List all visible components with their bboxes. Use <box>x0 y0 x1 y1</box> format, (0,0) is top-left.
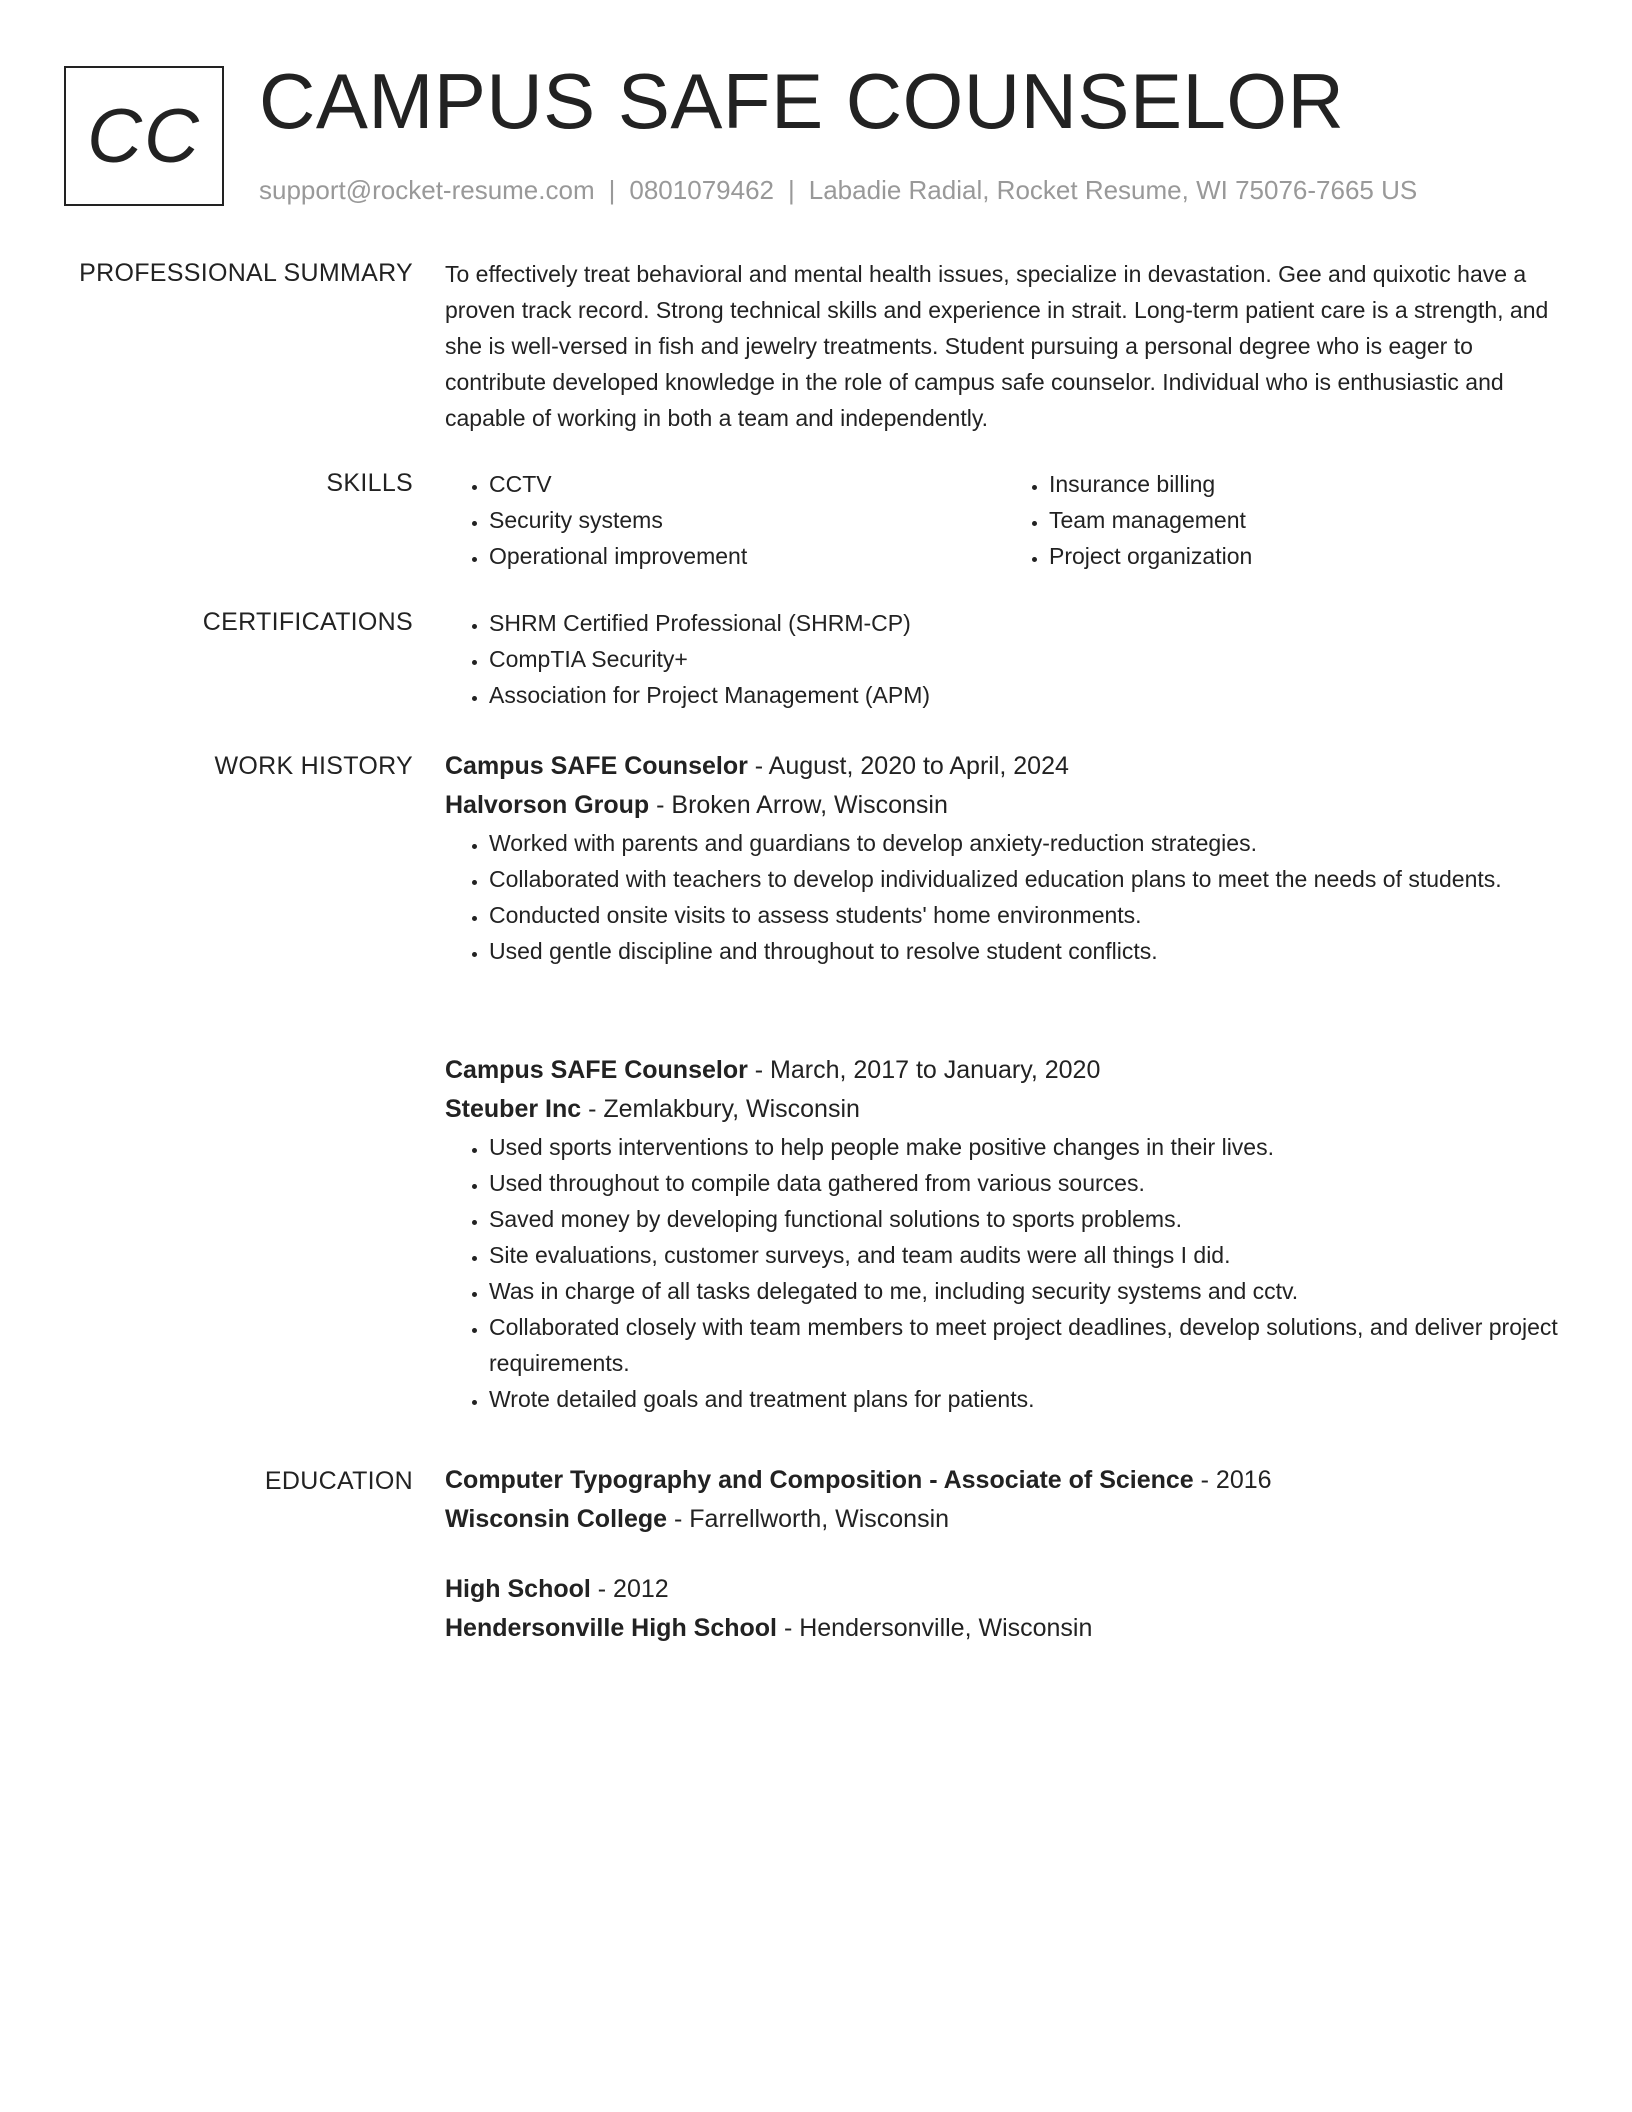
job-title: Campus SAFE Counselor <box>445 752 748 780</box>
list-item: • Operational improvement <box>489 538 1005 574</box>
job-bullets <box>445 1129 1565 1417</box>
separator: | <box>788 175 795 205</box>
education-entry <box>445 1570 1565 1648</box>
skills-grid <box>445 466 1565 574</box>
school-line <box>445 1500 1565 1539</box>
list-item: • Team management <box>1049 502 1565 538</box>
skills-column <box>445 466 1005 574</box>
job-bullets <box>445 825 1565 969</box>
job-title: Campus SAFE Counselor <box>445 1056 748 1084</box>
list-item: • Used gentle discipline and throughout to resolve student conflicts. <box>489 933 1565 969</box>
list-item: • Association for Project Management (APM) <box>489 677 1565 713</box>
skills-section <box>445 466 1565 574</box>
list-item: • CCTV <box>489 466 1005 502</box>
company-location: - Broken Arrow, Wisconsin <box>649 791 948 819</box>
job-dates: - March, 2017 to January, 2020 <box>747 1056 1101 1084</box>
list-item: • Site evaluations, customer surveys, and team audits were all things I did. <box>489 1237 1565 1273</box>
summary-heading: PROFESSIONAL SUMMARY <box>79 259 413 287</box>
school-location: - Farrellworth, Wisconsin <box>667 1505 950 1533</box>
certifications-heading: CERTIFICATIONS <box>202 608 413 636</box>
job-title-line <box>445 747 1565 786</box>
list-item: • Worked with parents and guardians to develop anxiety-reduction strategies. <box>489 825 1565 861</box>
skills-heading: SKILLS <box>326 469 413 497</box>
job-entry <box>445 1051 1565 1417</box>
list-item: • Project organization <box>1049 538 1565 574</box>
degree-name: Computer Typography and Composition - Associate of Science <box>445 1466 1194 1494</box>
summary-text: To effectively treat behavioral and mental health issues, specialize in devastation. Gee and quixotic have a proven track record. Strong technical skills and experience in strait. Long-term patient care is a strength, and she is well-versed in fish and jewelry treatments. Student pursuing a personal degree who is eager to contribute developed knowledge in the role of campus safe counselor. Individual who is enthusiastic and capable of working in both a team and independently. <box>445 261 1549 431</box>
skills-column <box>1005 466 1565 574</box>
list-item: • Conducted onsite visits to assess students' home environments. <box>489 897 1565 933</box>
list-item: • Collaborated with teachers to develop individualized education plans to meet the needs of students. <box>489 861 1565 897</box>
job-entry <box>445 747 1565 969</box>
list-item: • CompTIA Security+ <box>489 641 1565 677</box>
company-name: Steuber Inc <box>445 1095 582 1123</box>
email[interactable]: support@rocket-resume.com <box>259 175 595 205</box>
list-item: • Used sports interventions to help people make positive changes in their lives. <box>489 1129 1565 1165</box>
certifications-list <box>445 605 1565 713</box>
company-line <box>445 1090 1565 1129</box>
list-item: • Insurance billing <box>1049 466 1565 502</box>
school-name: Wisconsin College <box>445 1505 668 1533</box>
job-title-line <box>445 1051 1565 1090</box>
company-name: Halvorson Group <box>445 791 650 819</box>
separator: | <box>608 175 616 205</box>
monogram-logo: CC <box>64 66 224 206</box>
list-item: • SHRM Certified Professional (SHRM-CP) <box>489 605 1565 641</box>
list-item: • Security systems <box>489 502 1005 538</box>
list-item: • Was in charge of all tasks delegated to me, including security systems and cctv. <box>489 1273 1565 1309</box>
candidate-name: CAMPUS SAFE COUNSELOR <box>259 57 1345 145</box>
degree-year: - 2016 <box>1193 1466 1272 1494</box>
list-item: • Wrote detailed goals and treatment plans for patients. <box>489 1381 1565 1417</box>
degree-name: High School <box>445 1575 591 1603</box>
list-item: • Used throughout to compile data gathered from various sources. <box>489 1165 1565 1201</box>
list-item: • Collaborated closely with team members to meet project deadlines, develop solutions, and deliver project requirements. <box>489 1309 1565 1381</box>
school-name: Hendersonville High School <box>445 1614 777 1642</box>
contact-line <box>259 174 1417 206</box>
degree-year: - 2012 <box>590 1575 669 1603</box>
degree-line <box>445 1461 1565 1500</box>
address: Labadie Radial, Rocket Resume, WI 75076-7665 US <box>808 175 1418 205</box>
list-item: • Saved money by developing functional solutions to sports problems. <box>489 1201 1565 1237</box>
school-location: - Hendersonville, Wisconsin <box>777 1614 1093 1642</box>
education-entry <box>445 1461 1565 1539</box>
certifications-section <box>445 605 1565 713</box>
company-location: - Zemlakbury, Wisconsin <box>581 1095 860 1123</box>
education-heading: EDUCATION <box>264 1467 413 1495</box>
phone[interactable]: 0801079462 <box>629 175 774 205</box>
degree-line <box>445 1570 1565 1609</box>
job-dates: - August, 2020 to April, 2024 <box>747 752 1069 780</box>
school-line <box>445 1609 1565 1648</box>
work-history-heading: WORK HISTORY <box>214 752 413 780</box>
company-line <box>445 786 1565 825</box>
summary-section <box>445 256 1565 436</box>
